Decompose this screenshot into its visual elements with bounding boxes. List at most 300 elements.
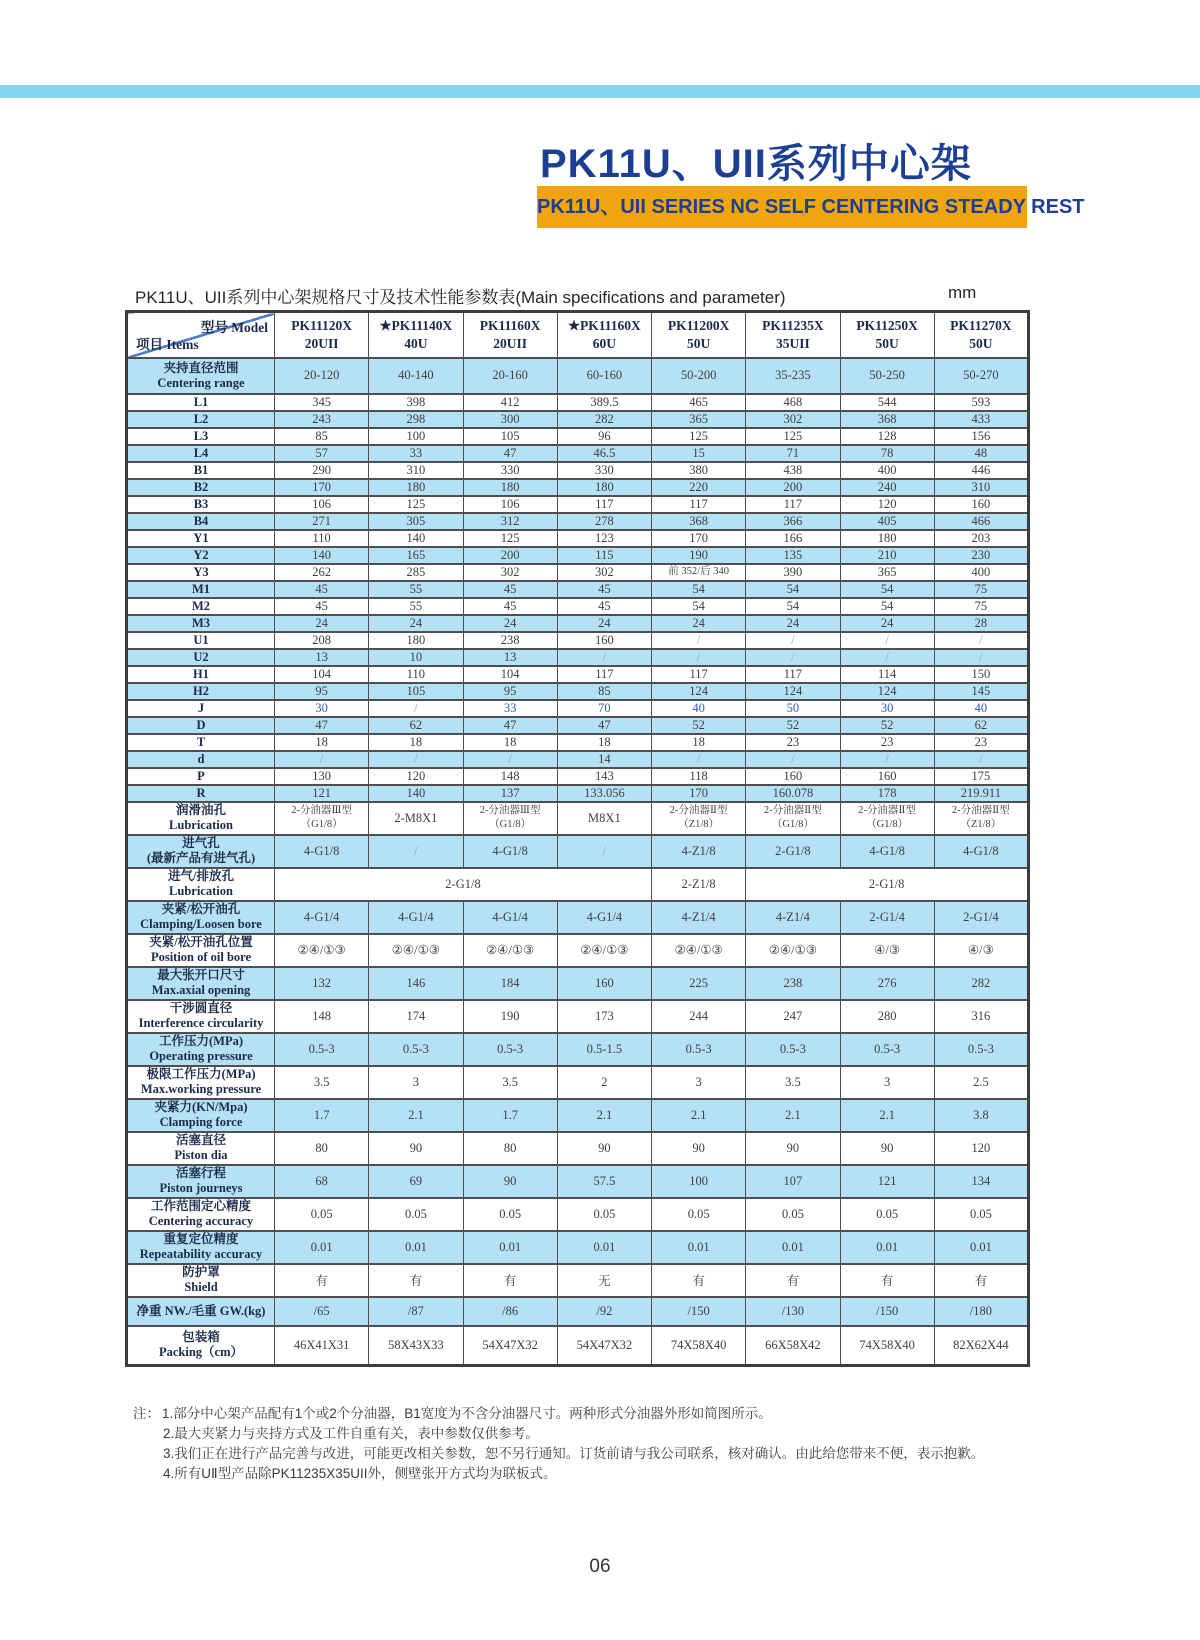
table-cell: / <box>746 649 840 666</box>
table-cell: 40 <box>652 700 746 717</box>
table-cell: / <box>934 649 1028 666</box>
table-cell: 55 <box>369 598 463 615</box>
table-cell: 85 <box>557 683 651 700</box>
table-cell: 140 <box>275 547 369 564</box>
table-cell: 2-分油器Ⅱ型（G1/8） <box>746 802 840 835</box>
row-label: B2 <box>127 479 275 496</box>
row-label <box>127 967 275 1000</box>
table-cell: 118 <box>652 768 746 785</box>
table-cell: 4-G1/4 <box>463 901 557 934</box>
table-cell: 45 <box>463 581 557 598</box>
table-cell: 40 <box>934 700 1028 717</box>
row-label-en: Interference circularity <box>138 1016 264 1030</box>
table-cell: 121 <box>840 1165 934 1198</box>
table-cell: 117 <box>652 496 746 513</box>
table-cell: 0.01 <box>275 1231 369 1264</box>
table-cell: 54 <box>840 598 934 615</box>
corner-cell <box>127 312 275 358</box>
row-label: L2 <box>127 411 275 428</box>
table-cell: 0.05 <box>840 1198 934 1231</box>
column-header <box>746 312 840 358</box>
table-cell: /150 <box>840 1297 934 1326</box>
table-cell: 50 <box>746 700 840 717</box>
table-cell: / <box>934 632 1028 649</box>
row-label-cn: 活塞直径 <box>175 1133 226 1147</box>
table-cell: 170 <box>275 479 369 496</box>
table-cell: 148 <box>275 1000 369 1033</box>
table-cell: 2.1 <box>652 1099 746 1132</box>
table-cell: / <box>557 835 651 868</box>
table-cell: 74X58X40 <box>840 1326 934 1366</box>
note-text: 3.我们正在进行产品完善与改进，可能更改相关参数，恕不另行通知。订货前请与我公司联系，核对确认。由此给您带来不便，表示抱歉。 <box>163 1446 985 1461</box>
table-cell: 54 <box>652 581 746 598</box>
table-cell: 57.5 <box>557 1165 651 1198</box>
model-size: 60U <box>592 335 616 351</box>
table-cell: 120 <box>934 1132 1028 1165</box>
table-cell: ④/③ <box>934 934 1028 967</box>
model-size: 20UII <box>304 335 339 351</box>
row-label-cn: 防护罩 <box>182 1265 220 1279</box>
table-row <box>127 1297 1029 1326</box>
table-cell: 47 <box>463 717 557 734</box>
table-cell: 117 <box>557 666 651 683</box>
table-cell: 115 <box>557 547 651 564</box>
spec-table <box>125 310 1030 1367</box>
note-text: 2.最大夹紧力与夹持方式及工件自重有关，表中参数仅供参考。 <box>163 1426 539 1441</box>
table-cell: 2-M8X1 <box>369 802 463 835</box>
table-cell: 54 <box>746 581 840 598</box>
row-label: M2 <box>127 598 275 615</box>
row-label-cn: 夹紧/松开油孔 <box>161 902 241 916</box>
row-label-cn: 活塞行程 <box>175 1166 226 1180</box>
page-number: 06 <box>589 1556 611 1577</box>
series-banner: PK11U、UII SERIES NC SELF CENTERING STEADY REST <box>537 186 1027 228</box>
table-cell: 55 <box>369 581 463 598</box>
note-line <box>163 1444 984 1464</box>
table-cell: /65 <box>275 1297 369 1326</box>
table-row <box>127 1198 1029 1231</box>
table-row <box>127 666 1029 683</box>
table-cell: 45 <box>557 581 651 598</box>
table-row <box>127 615 1029 632</box>
table-cell: 220 <box>652 479 746 496</box>
table-row <box>127 901 1029 934</box>
table-cell: 368 <box>652 513 746 530</box>
table-row <box>127 462 1029 479</box>
column-header <box>840 312 934 358</box>
table-cell: 0.05 <box>934 1198 1028 1231</box>
column-header <box>369 312 463 358</box>
table-cell: ②④/①③ <box>557 934 651 967</box>
table-cell: 3 <box>369 1066 463 1099</box>
table-row <box>127 1066 1029 1099</box>
table-cell: 247 <box>746 1000 840 1033</box>
row-label-cn: 重复定位精度 <box>163 1232 239 1246</box>
table-cell: 有 <box>840 1264 934 1297</box>
table-cell: 0.05 <box>557 1198 651 1231</box>
table-row <box>127 564 1029 581</box>
table-cell: / <box>934 751 1028 768</box>
table-cell: 125 <box>652 428 746 445</box>
corner-model-label: 型号 Model <box>200 320 268 335</box>
row-label-cn: 包装箱 <box>182 1330 220 1345</box>
table-cell: 271 <box>275 513 369 530</box>
table-cell: 3 <box>840 1066 934 1099</box>
table-cell: 302 <box>463 564 557 581</box>
page-title: PK11U、UII系列中心架 <box>540 142 972 186</box>
table-cell: 146 <box>369 967 463 1000</box>
table-cell: 117 <box>557 496 651 513</box>
table-row <box>127 411 1029 428</box>
row-label-en: Lubrication <box>169 884 233 898</box>
table-cell: 33 <box>369 445 463 462</box>
table-cell: 0.05 <box>652 1198 746 1231</box>
table-cell: 23 <box>746 734 840 751</box>
table-cell: 2-G1/8 <box>275 868 652 901</box>
table-cell: 54X47X32 <box>463 1326 557 1366</box>
table-cell: 71 <box>746 445 840 462</box>
table-cell: 40-140 <box>369 358 463 394</box>
row-label-cn: 夹紧/松开油孔位置 <box>149 935 253 949</box>
row-label <box>127 1264 275 1297</box>
table-cell: 285 <box>369 564 463 581</box>
model-name: PK11160X <box>479 317 541 333</box>
table-cell: 593 <box>934 394 1028 411</box>
table-cell: 124 <box>652 683 746 700</box>
table-cell: M8X1 <box>557 802 651 835</box>
table-cell: 48 <box>934 445 1028 462</box>
table-row <box>127 1165 1029 1198</box>
table-cell: 365 <box>652 411 746 428</box>
table-cell: 104 <box>275 666 369 683</box>
table-cell: / <box>652 649 746 666</box>
table-cell: 105 <box>369 683 463 700</box>
row-label: U2 <box>127 649 275 666</box>
table-cell: 312 <box>463 513 557 530</box>
table-cell: 0.5-3 <box>369 1033 463 1066</box>
row-label-en: Piston journeys <box>159 1181 243 1195</box>
row-label: R <box>127 785 275 802</box>
table-cell: 33 <box>463 700 557 717</box>
table-cell: 2.1 <box>557 1099 651 1132</box>
row-label: Y3 <box>127 564 275 581</box>
table-cell: 0.01 <box>463 1231 557 1264</box>
model-size: 40U <box>404 335 428 351</box>
model-size: 35UII <box>775 335 810 351</box>
table-cell: 106 <box>463 496 557 513</box>
table-cell: ②④/①③ <box>652 934 746 967</box>
row-label-cn: 进气孔 <box>182 836 220 850</box>
table-row <box>127 768 1029 785</box>
row-label-en: Packing（cm） <box>158 1345 244 1360</box>
table-cell: 54 <box>652 598 746 615</box>
table-caption: PK11U、UII系列中心架规格尺寸及技术性能参数表(Main specifications and parameter) <box>135 288 786 307</box>
column-header <box>934 312 1028 358</box>
table-cell: 1.7 <box>275 1099 369 1132</box>
row-label: Y2 <box>127 547 275 564</box>
row-label: D <box>127 717 275 734</box>
table-cell: 210 <box>840 547 934 564</box>
table-cell: 24 <box>463 615 557 632</box>
table-cell: 180 <box>369 479 463 496</box>
table-cell: 190 <box>652 547 746 564</box>
table-cell: 345 <box>275 394 369 411</box>
row-label-en: Operating pressure <box>149 1049 253 1063</box>
row-label-cn: 极限工作压力(MPa) <box>146 1067 256 1081</box>
table-cell: 368 <box>840 411 934 428</box>
table-cell: 170 <box>652 530 746 547</box>
table-row <box>127 581 1029 598</box>
table-cell: 180 <box>557 479 651 496</box>
model-size: 50U <box>687 335 711 351</box>
table-cell: 389.5 <box>557 394 651 411</box>
row-label-cn: 夹持直径范围 <box>163 360 239 375</box>
table-cell: 243 <box>275 411 369 428</box>
corner-items-label: 项目 Items <box>136 336 199 352</box>
table-cell: 398 <box>369 394 463 411</box>
header-row <box>127 312 1029 358</box>
row-label: L4 <box>127 445 275 462</box>
model-name: ★PK11160X <box>567 317 641 333</box>
table-cell: 2.5 <box>934 1066 1028 1099</box>
table-row <box>127 802 1029 835</box>
table-cell: 13 <box>275 649 369 666</box>
row-label <box>127 868 275 901</box>
table-cell: 3.8 <box>934 1099 1028 1132</box>
table-cell: 2-Z1/8 <box>652 868 746 901</box>
table-cell: 45 <box>463 598 557 615</box>
table-row <box>127 479 1029 496</box>
table-cell: 90 <box>840 1132 934 1165</box>
row-label <box>127 901 275 934</box>
table-cell: 180 <box>840 530 934 547</box>
table-row <box>127 513 1029 530</box>
table-cell: 3.5 <box>463 1066 557 1099</box>
row-label-en: Repeatability accuracy <box>139 1247 263 1261</box>
table-cell: 128 <box>840 428 934 445</box>
model-name: PK11120X <box>291 317 352 333</box>
top-accent-bar <box>0 85 1200 98</box>
table-cell: 54 <box>840 581 934 598</box>
table-cell: 178 <box>840 785 934 802</box>
table-row <box>127 632 1029 649</box>
note-text: 1.部分中心架产品配有1个或2个分油器，B1宽度为不含分油器尺寸。两种形式分油器外形如简图所示。 <box>162 1406 772 1421</box>
table-cell: 0.01 <box>934 1231 1028 1264</box>
table-cell: 300 <box>463 411 557 428</box>
table-cell: 137 <box>463 785 557 802</box>
row-label: P <box>127 768 275 785</box>
table-cell: 0.5-1.5 <box>557 1033 651 1066</box>
table-cell: 4-G1/8 <box>463 835 557 868</box>
row-label <box>127 1000 275 1033</box>
table-row <box>127 1231 1029 1264</box>
row-label <box>127 1326 275 1366</box>
table-cell: 225 <box>652 967 746 1000</box>
table-cell: 3.5 <box>275 1066 369 1099</box>
table-cell: 0.01 <box>840 1231 934 1264</box>
row-label-cn: 最大张开口尺寸 <box>157 968 245 982</box>
table-cell: 2-分油器Ⅱ型（Z1/8） <box>652 802 746 835</box>
table-cell: 47 <box>275 717 369 734</box>
table-cell: 130 <box>275 768 369 785</box>
row-label-en: Clamping/Loosen bore <box>140 917 262 931</box>
table-cell: 117 <box>746 666 840 683</box>
table-cell: 18 <box>369 734 463 751</box>
table-cell: 170 <box>652 785 746 802</box>
table-cell: 282 <box>934 967 1028 1000</box>
table-cell: 160 <box>934 496 1028 513</box>
table-cell: 46.5 <box>557 445 651 462</box>
table-cell: 有 <box>934 1264 1028 1297</box>
row-label: M1 <box>127 581 275 598</box>
table-cell: 0.5-3 <box>275 1033 369 1066</box>
table-cell: 124 <box>746 683 840 700</box>
table-cell: 125 <box>746 428 840 445</box>
table-cell: 4-G1/8 <box>275 835 369 868</box>
row-label <box>127 1198 275 1231</box>
table-row <box>127 530 1029 547</box>
table-cell: 0.05 <box>275 1198 369 1231</box>
row-label: d <box>127 751 275 768</box>
row-label: H2 <box>127 683 275 700</box>
table-cell: 66X58X42 <box>746 1326 840 1366</box>
row-label: Y1 <box>127 530 275 547</box>
table-cell: 35-235 <box>746 358 840 394</box>
table-cell: / <box>840 649 934 666</box>
table-cell: 238 <box>746 967 840 1000</box>
table-cell: 0.5-3 <box>746 1033 840 1066</box>
table-cell: 47 <box>463 445 557 462</box>
table-row <box>127 547 1029 564</box>
table-cell: 0.05 <box>463 1198 557 1231</box>
table-cell: 124 <box>840 683 934 700</box>
table-cell: 120 <box>840 496 934 513</box>
table-cell: 62 <box>934 717 1028 734</box>
table-cell: 132 <box>275 967 369 1000</box>
table-cell: 2-G1/4 <box>840 901 934 934</box>
table-cell: 90 <box>746 1132 840 1165</box>
table-cell: 62 <box>369 717 463 734</box>
table-cell: 80 <box>463 1132 557 1165</box>
table-cell: 1.7 <box>463 1099 557 1132</box>
table-cell: 468 <box>746 394 840 411</box>
row-label: L1 <box>127 394 275 411</box>
row-label: U1 <box>127 632 275 649</box>
table-cell: 240 <box>840 479 934 496</box>
row-label: H1 <box>127 666 275 683</box>
table-cell: 173 <box>557 1000 651 1033</box>
table-cell: 4-G1/4 <box>369 901 463 934</box>
table-cell: 52 <box>652 717 746 734</box>
table-cell: 14 <box>557 751 651 768</box>
table-cell: /87 <box>369 1297 463 1326</box>
table-cell: 544 <box>840 394 934 411</box>
table-cell: 45 <box>275 581 369 598</box>
table-cell: 80 <box>275 1132 369 1165</box>
model-size: 50U <box>875 335 899 351</box>
table-cell: 316 <box>934 1000 1028 1033</box>
table-cell: 140 <box>369 785 463 802</box>
table-cell: 0.05 <box>746 1198 840 1231</box>
table-row <box>127 1000 1029 1033</box>
table-row <box>127 445 1029 462</box>
table-cell: 330 <box>557 462 651 479</box>
table-cell: 24 <box>652 615 746 632</box>
table-cell: 135 <box>746 547 840 564</box>
table-cell: 15 <box>652 445 746 462</box>
table-cell: 203 <box>934 530 1028 547</box>
table-cell: 200 <box>463 547 557 564</box>
table-row <box>127 700 1029 717</box>
table-cell: 104 <box>463 666 557 683</box>
table-cell: 110 <box>275 530 369 547</box>
table-cell: 200 <box>746 479 840 496</box>
table-row <box>127 785 1029 802</box>
table-cell: 58X43X33 <box>369 1326 463 1366</box>
table-cell: 0.01 <box>369 1231 463 1264</box>
row-label: L3 <box>127 428 275 445</box>
table-cell: 45 <box>557 598 651 615</box>
row-label-en: Max.working pressure <box>140 1082 262 1096</box>
table-cell: 160 <box>557 632 651 649</box>
table-row <box>127 394 1029 411</box>
table-cell: 140 <box>369 530 463 547</box>
table-cell: ②④/①③ <box>275 934 369 967</box>
table-cell: 175 <box>934 768 1028 785</box>
table-cell: 148 <box>463 768 557 785</box>
table-row <box>127 1099 1029 1132</box>
table-cell: 24 <box>746 615 840 632</box>
table-cell: 465 <box>652 394 746 411</box>
table-cell: 24 <box>557 615 651 632</box>
table-cell: 20-120 <box>275 358 369 394</box>
table-cell: 24 <box>275 615 369 632</box>
table-cell: 121 <box>275 785 369 802</box>
row-label <box>127 934 275 967</box>
note-line <box>133 1404 984 1424</box>
table-cell: 90 <box>652 1132 746 1165</box>
table-cell: /150 <box>652 1297 746 1326</box>
table-cell: 68 <box>275 1165 369 1198</box>
table-row <box>127 428 1029 445</box>
table-cell: 100 <box>369 428 463 445</box>
table-cell: 412 <box>463 394 557 411</box>
model-size: 50U <box>969 335 993 351</box>
table-cell: 57 <box>275 445 369 462</box>
row-label-cn: 工作范围定心精度 <box>150 1199 251 1213</box>
table-cell: 433 <box>934 411 1028 428</box>
table-cell: 90 <box>463 1165 557 1198</box>
table-cell: 54 <box>746 598 840 615</box>
table-cell: 82X62X44 <box>934 1326 1028 1366</box>
table-cell: ②④/①③ <box>746 934 840 967</box>
row-label-cn: 进气/排放孔 <box>168 869 234 883</box>
table-row <box>127 835 1029 868</box>
table-cell: 50-270 <box>934 358 1028 394</box>
table-cell: 405 <box>840 513 934 530</box>
row-label <box>127 1033 275 1066</box>
table-cell: 366 <box>746 513 840 530</box>
table-cell: 446 <box>934 462 1028 479</box>
table-cell: 85 <box>275 428 369 445</box>
table-cell: 4-Z1/4 <box>746 901 840 934</box>
table-cell: 145 <box>934 683 1028 700</box>
model-size: 20UII <box>493 335 527 351</box>
table-cell: 2.1 <box>369 1099 463 1132</box>
row-label-cn: 工作压力(MPa) <box>158 1034 243 1048</box>
table-cell: 238 <box>463 632 557 649</box>
table-cell: /92 <box>557 1297 651 1326</box>
